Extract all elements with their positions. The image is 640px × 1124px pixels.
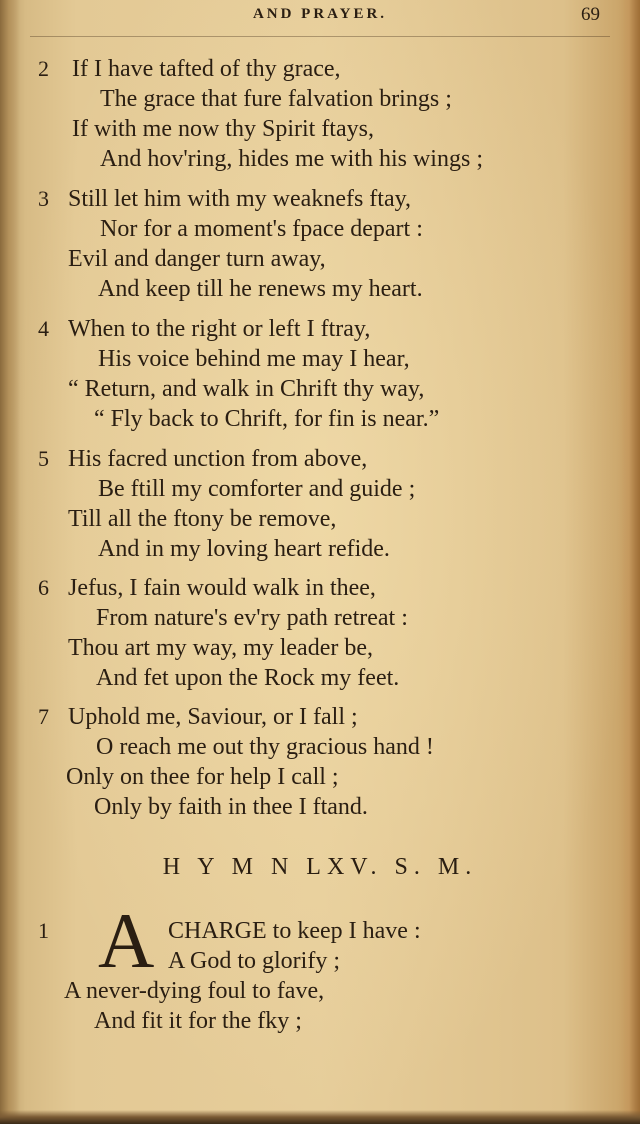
verse-line: “ Fly back to Chrift, for fin is near.” — [94, 406, 440, 432]
stanza-number: 3 — [38, 186, 49, 211]
stanza-number: 7 — [38, 704, 49, 729]
verse-line: Be ftill my comforter and guide ; — [98, 476, 416, 502]
verse-line: From nature's ev'ry path retreat : — [96, 605, 408, 631]
verse-line: Evil and danger turn away, — [68, 246, 326, 272]
verse-line: If I have tafted of thy grace, — [72, 56, 341, 82]
running-head — [0, 4, 640, 26]
verse-line: And keep till he renews my heart. — [98, 276, 423, 302]
verse-line: Nor for a moment's fpace depart : — [100, 216, 423, 242]
verse-line: “ Return, and walk in Chrift thy way, — [68, 376, 425, 402]
verse-line: Only on thee for help I call ; — [66, 764, 339, 790]
verse-line: Uphold me, Saviour, or I fall ; — [68, 704, 358, 730]
running-title: AND PRAYER. — [252, 6, 388, 22]
verse-line: Till all the ftony be remove, — [68, 506, 337, 532]
verse-line: And fit it for the fky ; — [94, 1008, 302, 1034]
verse-line: A never-dying foul to fave, — [64, 978, 325, 1004]
verse-line: CHARGE to keep I have : — [168, 918, 421, 944]
verse-line: And in my loving heart refide. — [98, 536, 390, 562]
verse-line: His facred unction from above, — [68, 446, 368, 472]
page-edge-stain — [618, 0, 640, 1124]
stanza-number: 5 — [38, 446, 49, 471]
stanza-number: 2 — [38, 56, 49, 81]
verse-line: His voice behind me may I hear, — [98, 346, 410, 372]
verse-line: Jefus, I fain would walk in thee, — [68, 575, 376, 601]
page-number: 69 — [581, 4, 600, 25]
stanza-number: 6 — [38, 575, 49, 600]
hymn-title: H Y M N LXV. S. M. — [162, 854, 478, 880]
verse-line: O reach me out thy gracious hand ! — [96, 734, 434, 760]
drop-cap: A — [98, 897, 155, 984]
verse-line: When to the right or left I ftray, — [68, 316, 371, 342]
stanza-number: 4 — [38, 316, 49, 341]
verse-line: The grace that fure falvation brings ; — [100, 86, 452, 112]
verse-line: Only by faith in thee I ftand. — [94, 794, 368, 820]
verse-line: A God to glorify ; — [168, 948, 340, 974]
stanza-number: 1 — [38, 918, 49, 943]
page-bottom-edge — [0, 1110, 640, 1124]
verse-line: If with me now thy Spirit ftays, — [72, 116, 374, 142]
page-binding-shadow — [0, 0, 20, 1124]
header-rule — [30, 36, 610, 37]
verse-line: Still let him with my weaknefs ftay, — [68, 186, 412, 212]
verse-line: And hov'ring, hides me with his wings ; — [100, 146, 483, 172]
verse-line: And fet upon the Rock my feet. — [96, 665, 400, 691]
verse-line: Thou art my way, my leader be, — [68, 635, 374, 661]
